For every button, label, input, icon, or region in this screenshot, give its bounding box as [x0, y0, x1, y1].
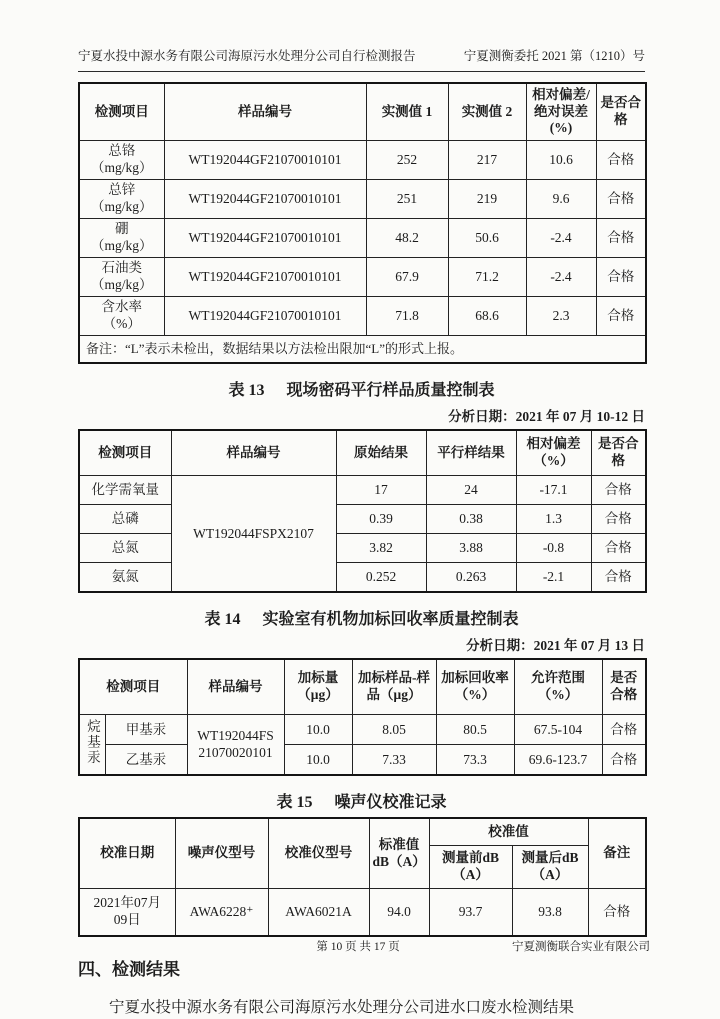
table14-number: 表 14 — [204, 611, 241, 628]
item-cell — [79, 297, 164, 336]
table-row — [79, 889, 646, 937]
item-name: 总锌 — [108, 182, 136, 198]
pass-cell: 合格 — [596, 180, 646, 219]
table-row — [79, 141, 646, 180]
item-cell — [79, 180, 164, 219]
item-cell: 乙基汞 — [105, 745, 187, 776]
spiked-minus-sample-cell: 7.33 — [352, 745, 436, 776]
pass-cell: 合格 — [602, 745, 646, 776]
col-calibration-value-group: 校准值 — [429, 818, 588, 846]
recovery-cell: 73.3 — [436, 745, 514, 776]
table-row — [79, 219, 646, 258]
sample-id-cell — [187, 715, 284, 776]
calibrator-model-cell: AWA6021A — [268, 889, 369, 937]
sample-id-cell: WT192044FSPX2107 — [171, 476, 336, 593]
pass-cell: 合格 — [596, 219, 646, 258]
deviation-cell: 2.3 — [526, 297, 596, 336]
col-before-measurement: 测量前dB（A） — [429, 846, 512, 889]
item-cell: 氨氮 — [79, 563, 171, 593]
table13-analysis-date: 分析日期：2021 年 07 月 10-12 日 — [448, 409, 645, 424]
measured-1-cell: 71.8 — [366, 297, 448, 336]
deviation-cell: 10.6 — [526, 141, 596, 180]
table-row — [79, 563, 646, 593]
section-paragraph: 宁夏水投中源水务有限公司海原污水处理分公司进水口废水检测结果 — [109, 999, 575, 1016]
table-row — [79, 297, 646, 336]
deviation-cell: 1.3 — [516, 505, 591, 534]
calibration-date-cell — [79, 889, 175, 937]
col-allowed-range: 允许范围（%） — [514, 659, 602, 715]
parallel-cell: 24 — [426, 476, 516, 505]
deviation-cell: -0.8 — [516, 534, 591, 563]
allowed-range-cell: 69.6-123.7 — [514, 745, 602, 776]
item-name: 总铬 — [108, 143, 136, 159]
standard-value-cell: 94.0 — [369, 889, 429, 937]
table-row — [79, 534, 646, 563]
item-unit: （mg/kg） — [90, 199, 153, 214]
item-unit: （mg/kg） — [90, 277, 153, 292]
table-header-row — [79, 818, 646, 846]
col-measured-1: 实测值 1 — [366, 83, 448, 141]
spiked-minus-sample-cell: 8.05 — [352, 715, 436, 745]
item-name: 硼 — [115, 221, 129, 237]
deviation-cell: 9.6 — [526, 180, 596, 219]
remark-cell: 合格 — [588, 889, 646, 937]
col-deviation: 相对偏差/绝对误差(%) — [526, 83, 596, 141]
col-item: 检测项目 — [79, 430, 171, 476]
sample-id-cell: WT192044GF21070010101 — [164, 141, 366, 180]
table15-number: 表 15 — [276, 794, 313, 811]
pass-cell: 合格 — [602, 715, 646, 745]
parallel-cell: 0.38 — [426, 505, 516, 534]
sample-id-cell: WT192044GF21070010101 — [164, 258, 366, 297]
item-group-cell — [79, 715, 105, 776]
table14-caption — [78, 606, 645, 629]
table-note: 备注：“L”表示未检出，数据结果以方法检出限加“L”的形式上报。 — [79, 336, 646, 364]
item-cell: 总磷 — [79, 505, 171, 534]
item-cell: 甲基汞 — [105, 715, 187, 745]
pass-cell: 合格 — [591, 563, 646, 593]
table-row — [79, 258, 646, 297]
deviation-cell: -2.4 — [526, 258, 596, 297]
parallel-cell: 0.263 — [426, 563, 516, 593]
sample-id-line2: 21070020101 — [198, 744, 273, 760]
deviation-cell: -17.1 — [516, 476, 591, 505]
table-row — [79, 476, 646, 505]
col-pass: 是否合格 — [602, 659, 646, 715]
col-sample-id: 样品编号 — [171, 430, 336, 476]
item-unit: （mg/kg） — [90, 238, 153, 253]
item-cell — [79, 219, 164, 258]
allowed-range-cell: 67.5-104 — [514, 715, 602, 745]
col-spike-amount: 加标量（μg） — [284, 659, 352, 715]
original-cell: 3.82 — [336, 534, 426, 563]
item-cell: 化学需氧量 — [79, 476, 171, 505]
calibration-date-line2: 09日 — [113, 912, 141, 927]
col-standard-value: 标准值dB（A） — [369, 818, 429, 889]
table13-caption — [78, 377, 645, 400]
measured-values-table — [78, 82, 647, 364]
col-deviation: 相对偏差（%） — [516, 430, 591, 476]
deviation-cell: -2.1 — [516, 563, 591, 593]
before-measurement-cell: 93.7 — [429, 889, 512, 937]
col-parallel-result: 平行样结果 — [426, 430, 516, 476]
section-heading: 四、检测结果 — [78, 960, 180, 979]
item-group-label: 烷基汞 — [85, 718, 100, 766]
col-calibrator-model: 校准仪型号 — [268, 818, 369, 889]
measured-2-cell: 71.2 — [448, 258, 526, 297]
sample-id-line1: WT192044FS — [197, 727, 274, 743]
measured-2-cell: 50.6 — [448, 219, 526, 258]
item-unit: （%） — [102, 316, 141, 331]
calibration-date-line1: 2021年07月 — [93, 895, 161, 911]
col-pass: 是否合格 — [596, 83, 646, 141]
noise-meter-model-cell: AWA6228⁺ — [175, 889, 268, 937]
col-measured-2: 实测值 2 — [448, 83, 526, 141]
header-doc-number: 宁夏测衡委托 2021 第（1210）号 — [463, 49, 645, 63]
item-name: 石油类 — [101, 260, 142, 276]
pass-cell: 合格 — [596, 141, 646, 180]
col-pass: 是否合格 — [591, 430, 646, 476]
measured-1-cell: 48.2 — [366, 219, 448, 258]
deviation-cell: -2.4 — [526, 219, 596, 258]
table14-title: 实验室有机物加标回收率质量控制表 — [262, 611, 519, 628]
parallel-cell: 3.88 — [426, 534, 516, 563]
table-header-row — [79, 430, 646, 476]
item-name: 含水率 — [101, 299, 142, 315]
measured-1-cell: 251 — [366, 180, 448, 219]
table-row — [79, 505, 646, 534]
table-row — [79, 180, 646, 219]
pass-cell: 合格 — [591, 534, 646, 563]
table-row — [79, 745, 646, 776]
col-recovery: 加标回收率（%） — [436, 659, 514, 715]
sample-id-cell: WT192044GF21070010101 — [164, 219, 366, 258]
col-sample-id: 样品编号 — [187, 659, 284, 715]
footer-page-number: 第 10 页 共 17 页 — [316, 941, 400, 953]
col-sample-id: 样品编号 — [164, 83, 366, 141]
pass-cell: 合格 — [596, 258, 646, 297]
col-original-result: 原始结果 — [336, 430, 426, 476]
pass-cell: 合格 — [591, 476, 646, 505]
parallel-sample-table — [78, 429, 647, 593]
recovery-cell: 80.5 — [436, 715, 514, 745]
table-row — [79, 715, 646, 745]
original-cell: 0.252 — [336, 563, 426, 593]
item-unit: （mg/kg） — [90, 160, 153, 175]
original-cell: 17 — [336, 476, 426, 505]
item-cell — [79, 258, 164, 297]
doc-footer — [78, 938, 650, 954]
spike-amount-cell: 10.0 — [284, 745, 352, 776]
table15-caption — [78, 789, 645, 812]
col-calibration-date: 校准日期 — [79, 818, 175, 889]
measured-1-cell: 252 — [366, 141, 448, 180]
doc-header — [78, 46, 645, 72]
footer-company: 宁夏测衡联合实业有限公司 — [512, 941, 650, 953]
header-report-title: 宁夏水投中源水务有限公司海原污水处理分公司自行检测报告 — [78, 49, 416, 63]
table-header-row — [79, 659, 646, 715]
measured-1-cell: 67.9 — [366, 258, 448, 297]
original-cell: 0.39 — [336, 505, 426, 534]
item-cell — [79, 141, 164, 180]
col-after-measurement: 测量后dB（A） — [512, 846, 588, 889]
table-note-row — [79, 336, 646, 364]
col-item: 检测项目 — [79, 659, 187, 715]
table13-number: 表 13 — [228, 382, 265, 399]
sample-id-cell: WT192044GF21070010101 — [164, 180, 366, 219]
after-measurement-cell: 93.8 — [512, 889, 588, 937]
table-header-row — [79, 83, 646, 141]
item-cell: 总氮 — [79, 534, 171, 563]
col-remark: 备注 — [588, 818, 646, 889]
measured-2-cell: 219 — [448, 180, 526, 219]
pass-cell: 合格 — [596, 297, 646, 336]
noise-calibration-table — [78, 817, 647, 937]
table15-title: 噪声仪校准记录 — [334, 794, 447, 811]
col-spiked-minus-sample: 加标样品-样品（μg） — [352, 659, 436, 715]
measured-2-cell: 217 — [448, 141, 526, 180]
pass-cell: 合格 — [591, 505, 646, 534]
table14-analysis-date: 分析日期：2021 年 07 月 13 日 — [466, 638, 645, 653]
measured-2-cell: 68.6 — [448, 297, 526, 336]
spike-recovery-table — [78, 658, 647, 776]
sample-id-cell: WT192044GF21070010101 — [164, 297, 366, 336]
col-noise-meter-model: 噪声仪型号 — [175, 818, 268, 889]
col-item: 检测项目 — [79, 83, 164, 141]
table13-title: 现场密码平行样品质量控制表 — [286, 382, 495, 399]
spike-amount-cell: 10.0 — [284, 715, 352, 745]
